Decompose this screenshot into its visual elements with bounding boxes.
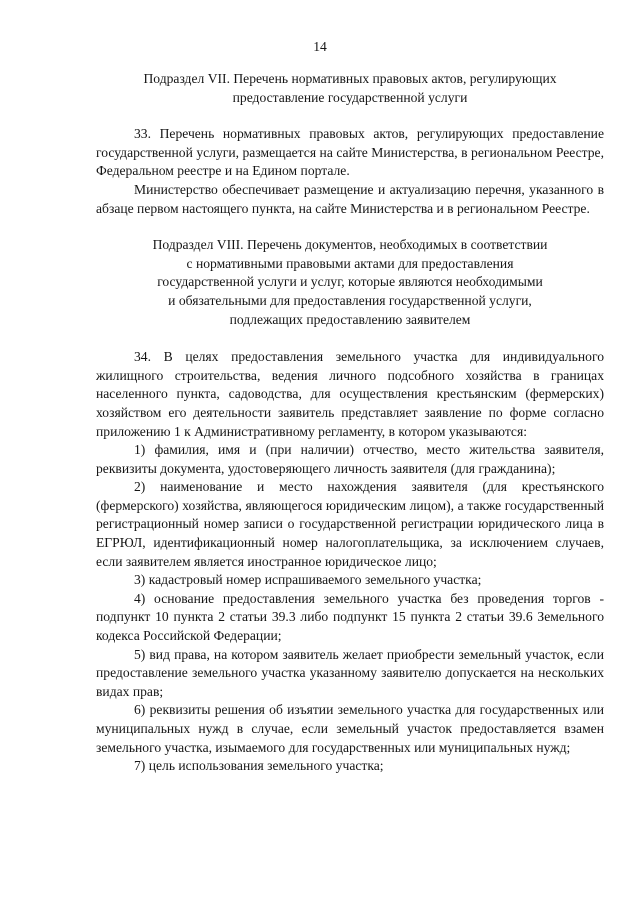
heading-line: и обязательными для предоставления государственной услуги, — [168, 292, 532, 308]
list-item-5: 5) вид права, на котором заявитель желает приобрести земельный участок, если предоставление земельного участка указанному заявителю допускается на нескольких видах прав; — [96, 646, 604, 699]
heading-line: Подраздел VII. Перечень нормативных правовых актов, регулирующих — [143, 71, 557, 86]
page-content — [96, 70, 604, 776]
list-item-7: 7) цель использования земельного участка; — [134, 758, 384, 774]
list-item-3: 3) кадастровый номер испрашиваемого земельного участка; — [134, 572, 482, 588]
list-item-4: 4) основание предоставления земельного участка без проведения торгов - подпункт 10 пункта 2 статьи 39.3 либо подпункт 15 пункта 2 статьи 39.6 Земельного кодекса Российской Федерации; — [96, 590, 604, 644]
heading-line: предоставление государственной услуги — [232, 89, 468, 105]
subsection-viii-heading — [136, 236, 564, 329]
subsection-vii-heading — [96, 70, 604, 107]
paragraph-33: 33. Перечень нормативных правовых актов, регулирующих предоставление государственной услуги, размещается на сайте Министерства, в региональном Реестре, Федеральном реестре и на Едином портале. — [96, 126, 604, 179]
list-item-1: 1) фамилия, имя и (при наличии) отчество, место жительства заявителя, реквизиты документа, удостоверяющего личность заявителя (для гражданина); — [96, 442, 604, 476]
heading-line: подлежащих предоставлению заявителем — [229, 311, 471, 327]
paragraph-34: 34. В целях предоставления земельного участка для индивидуального жилищного строительства, ведения личного подсобного хозяйства в границах населенного пункта, садоводства, для осуществления крестьянским (фермерских) хозяйством его деятельности заявитель представляет заявление по форме согласно приложению 1 к Административному регламенту, в котором указываются: — [96, 349, 604, 439]
list-item-6: 6) реквизиты решения об изъятии земельного участка для государственных или муниципальных нужд в случае, если земельный участок предоставляется взамен земельного участка, изымаемого для государственных или муниципальных нужд; — [96, 702, 604, 755]
heading-line: Подраздел VIII. Перечень документов, необходимых в соответствии — [152, 237, 548, 253]
heading-line: государственной услуги и услуг, которые являются необходимыми — [157, 274, 543, 290]
paragraph-33-second: Министерство обеспечивает размещение и актуализацию перечня, указанного в абзаце первом настоящего пункта, на сайте Министерства и в региональном Реестре. — [96, 181, 604, 216]
page-number: 14 — [313, 39, 327, 54]
list-item-2: 2) наименование и место нахождения заявителя (для крестьянского (фермерского) хозяйства, являющегося юридическим лицом), а также государственный регистрационный номер записи о государственной регистрации юридического лица в ЕГРЮЛ, идентификационный номер налогоплательщика, за исключением случаев, если заявителем является иностранное юридическое лицо; — [96, 479, 604, 569]
heading-line: с нормативными правовыми актами для предоставления — [186, 255, 514, 271]
